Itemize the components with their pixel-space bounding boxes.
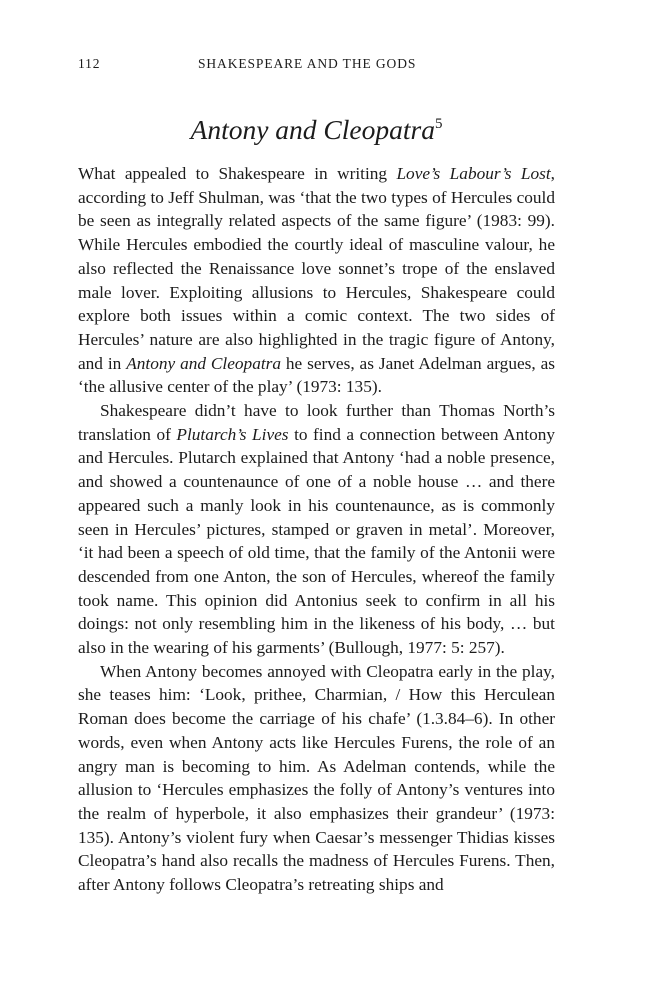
italic-title: Love’s Labour’s Lost [396, 164, 551, 183]
italic-title: Antony and Cleopatra [126, 353, 281, 373]
paragraph [78, 162, 555, 399]
text-run: Shakespeare didn’t have to look further than Thomas North’s translation of [78, 401, 555, 444]
running-title: SHAKESPEARE AND THE GODS [198, 56, 417, 71]
section-title-text: Antony and Cleopatra [190, 114, 435, 145]
paragraph [78, 399, 555, 660]
paragraph [78, 660, 555, 897]
footnote-reference: 5 [434, 116, 443, 132]
body-text [78, 162, 555, 897]
italic-title: Plutarch’s Lives [176, 424, 289, 444]
running-header [78, 56, 555, 76]
text-run: he serves, as Janet Adelman argues, as ‘the allusive center of the play’ (1973: 135). [78, 353, 555, 397]
text-run: , according to Jeff Shulman, was ‘that the two types of Hercules could be seen as integrally related aspects of the same figure’ (1983: 99). While Hercules embodied the courtly ideal of masculine valour, he also reflected the Renaissance love sonnet’s trope of the enslaved male lover. Exploiting allusions to Hercules, Shakespeare could explore both issues within a comic context. The two sides of Hercules’ nature are also highlighted in the tragic figure of Antony, and in [78, 164, 555, 373]
text-run: to find a connection between Antony and Hercules. Plutarch explained that Antony ‘had a noble presence, and showed a countenaunce of one of a noble house … and there appeared such a manly look in his countenaunce, as is commonly seen in Hercules’ pictures, stamped or graven in metal’. Moreover, ‘it had been a speech of old time, that the family of the Antonii were descended from one Anton, the son of Hercules, whereof the family took name. This opinion did Antonius seek to confirm in all his doings: not only resembling him in the likeness of his body, … but also in the wearing of his garments’ (Bullough, 1977: 5: 257). [78, 424, 555, 658]
section-title [78, 112, 555, 148]
page-number: 112 [78, 56, 101, 71]
text-run: What appealed to Shakespeare in writing [78, 164, 397, 183]
text-run: When Antony becomes annoyed with Cleopatra early in the play, she teases him: ‘Look, prithee, Charmian, / How this Herculean Roman does become the carriage of his chafe’ (1.3.84–6). In other words, even when Antony acts like Hercules Furens, the role of an angry man is becoming to him. As Adelman contends, while the allusion to ‘Hercules emphasizes the folly of Antony’s ventures into the realm of hyperbole, it also emphasizes their grandeur’ (1973: 135). Antony’s violent fury when Caesar’s messenger Thidias kisses Cleopatra’s hand also recalls the madness of Hercules Furens. Then, after Antony follows Cleopatra’s retreating ships and [78, 661, 555, 895]
